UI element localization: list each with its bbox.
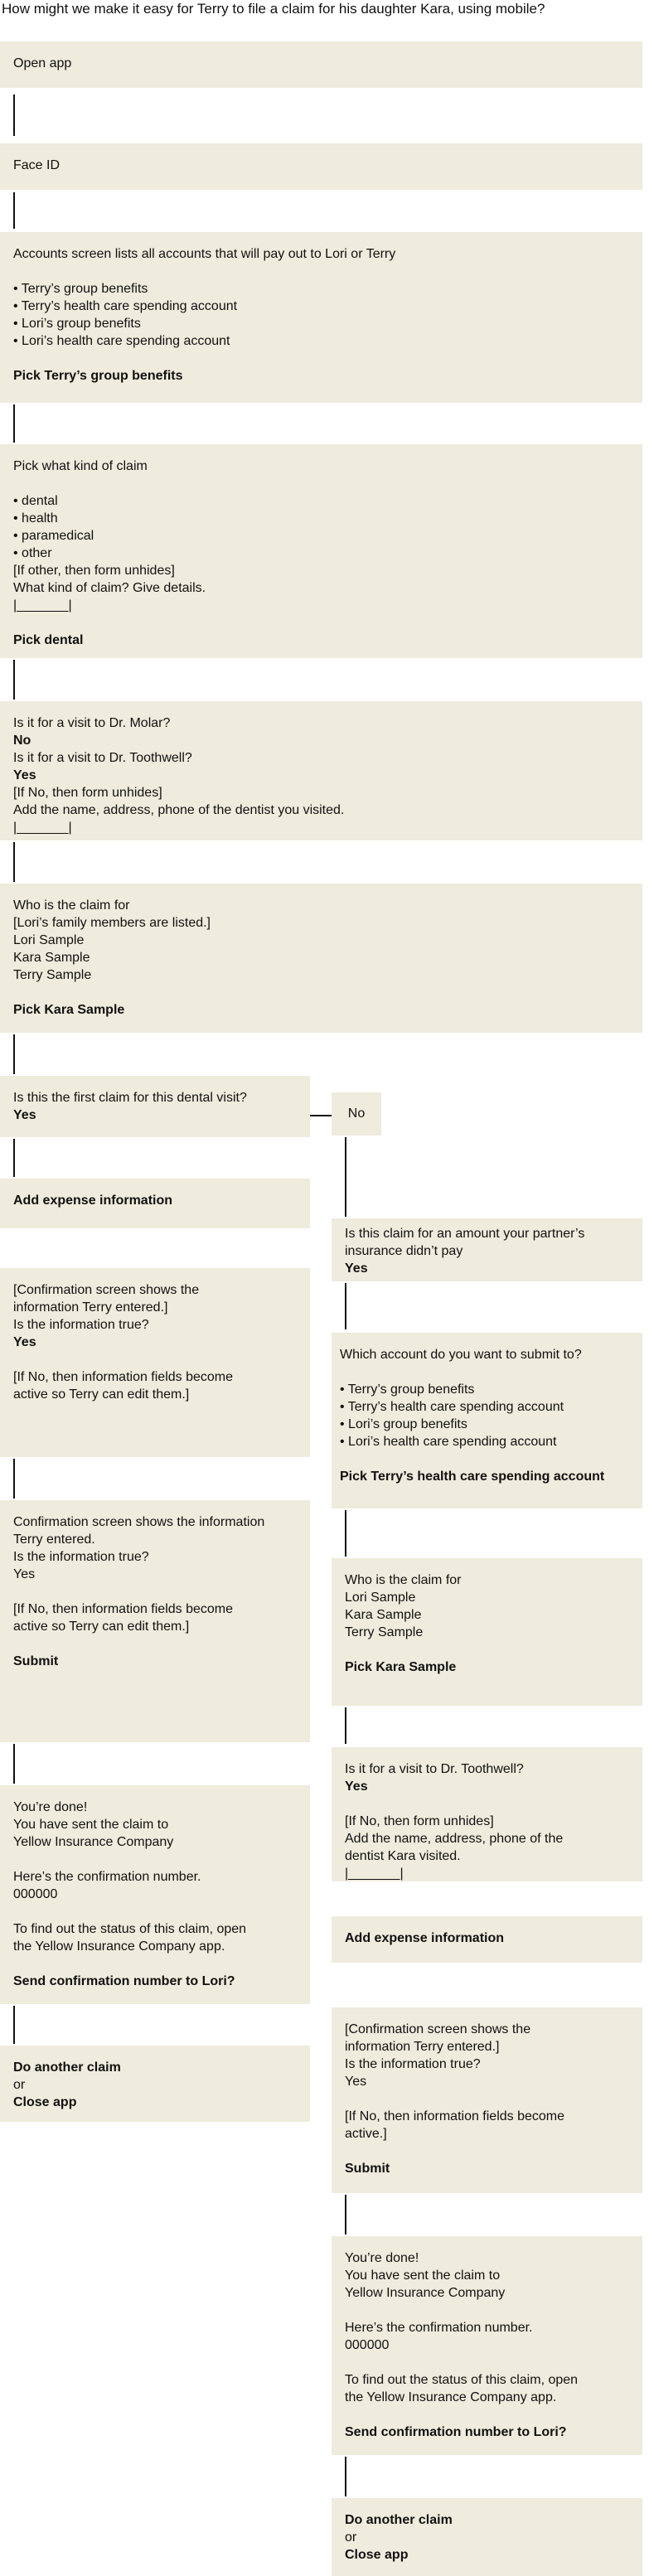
account-item: • Terry’s health care spending account xyxy=(340,1400,564,1414)
question: Is the information true? xyxy=(345,2057,481,2071)
connector-line xyxy=(13,2006,15,2044)
connector-line xyxy=(345,2195,346,2235)
step-face-id xyxy=(0,143,642,190)
connector-line xyxy=(345,2457,346,2496)
confirmation-number: 000000 xyxy=(13,1887,58,1901)
page-title: How might we make it easy for Terry to file a claim for his daughter Kara, using mobile? xyxy=(2,1,545,17)
account-item: • Terry’s group benefits xyxy=(340,1382,475,1397)
family-member: Terry Sample xyxy=(345,1625,424,1639)
step-note: active so Terry can edit them.] xyxy=(13,1620,190,1634)
step-text: Terry entered. xyxy=(13,1533,95,1547)
question: Is it for a visit to Dr. Toothwell? xyxy=(13,751,192,765)
step-add-expense-right xyxy=(332,1916,642,1963)
branch-connector xyxy=(310,1115,332,1116)
step-note: [If No, then form unhides] xyxy=(345,1814,494,1828)
step-note: [If No, then information fields become xyxy=(13,1370,234,1384)
step-text: Pick what kind of claim xyxy=(13,459,148,473)
option-close-app: Close app xyxy=(13,2095,77,2109)
step-action: Pick Terry’s group benefits xyxy=(13,369,183,383)
answer: Yes xyxy=(345,2075,367,2089)
step-dentist xyxy=(0,701,642,840)
step-note: active so Terry can edit them.] xyxy=(13,1387,190,1402)
or-text: or xyxy=(13,2078,26,2092)
step-confirm-1 xyxy=(0,1268,310,1457)
question: Who is the claim for xyxy=(345,1573,462,1587)
step-action: Pick dental xyxy=(13,633,84,647)
step-text: You’re done! xyxy=(345,2251,419,2265)
step-text: Open app xyxy=(13,56,72,70)
step-action: Pick Kara Sample xyxy=(345,1660,457,1674)
step-accounts xyxy=(0,232,642,403)
family-member: Lori Sample xyxy=(345,1591,416,1605)
question: Is this the first claim for this dental visit? xyxy=(13,1091,247,1105)
question: Is this claim for an amount your partner’s xyxy=(345,1227,585,1241)
step-text: Face ID xyxy=(13,158,61,172)
step-text: You have sent the claim to xyxy=(345,2269,501,2283)
text-field-placeholder: |_______| xyxy=(13,821,72,835)
family-member: Terry Sample xyxy=(13,968,92,982)
connector-line xyxy=(13,1744,15,1784)
step-which-account xyxy=(332,1333,642,1508)
answer: Yes xyxy=(13,1108,36,1122)
question: Who is the claim for xyxy=(13,898,130,913)
claim-kind-item: • other xyxy=(13,546,52,560)
step-partner xyxy=(332,1218,642,1281)
connector-line xyxy=(13,660,15,700)
account-item: • Lori’s group benefits xyxy=(13,317,141,331)
family-member: Lori Sample xyxy=(13,933,85,947)
connector-line xyxy=(13,1139,15,1177)
step-another xyxy=(0,2046,310,2122)
connector-line xyxy=(345,1137,346,1217)
answer: Yes xyxy=(345,1261,368,1276)
step-action: Send confirmation number to Lori? xyxy=(13,1974,235,1988)
connector-line xyxy=(13,404,15,443)
step-text: Add the name, address, phone of the dentist you visited. xyxy=(13,803,345,817)
connector-line xyxy=(13,842,15,882)
answer: Yes xyxy=(13,1567,36,1581)
family-member: Kara Sample xyxy=(345,1608,422,1622)
step-action: Submit xyxy=(13,1654,59,1668)
connector-line xyxy=(13,1034,15,1074)
answer: Yes xyxy=(13,768,36,782)
step-claim-kind xyxy=(0,444,642,658)
step-text: Here’s the confirmation number. xyxy=(345,2321,533,2335)
step-done xyxy=(0,1785,310,2004)
step-note: active.] xyxy=(345,2127,387,2141)
or-text: or xyxy=(345,2530,357,2545)
step-text: Accounts screen lists all accounts that will pay out to Lori or Terry xyxy=(13,247,396,261)
question: Is it for a visit to Dr. Toothwell? xyxy=(345,1762,524,1776)
option-another-claim: Do another claim xyxy=(13,2060,121,2075)
account-item: • Lori’s health care spending account xyxy=(340,1435,557,1449)
family-member: Kara Sample xyxy=(13,951,90,965)
step-note: [If No, then information fields become xyxy=(13,1602,234,1616)
answer: Yes xyxy=(345,1779,368,1794)
step-note: [If No, then information fields become xyxy=(345,2109,565,2123)
step-text: information Terry entered.] xyxy=(345,2040,500,2054)
answer: No xyxy=(13,734,31,748)
step-who-right xyxy=(332,1558,642,1706)
step-action: Add expense information xyxy=(345,1931,505,1945)
step-action: Submit xyxy=(345,2162,390,2176)
text-field-placeholder: |_______| xyxy=(13,598,72,613)
step-who xyxy=(0,884,642,1033)
connector-line xyxy=(13,1459,15,1499)
step-open-app xyxy=(0,41,642,88)
step-text: Yellow Insurance Company xyxy=(13,1835,174,1849)
step-text: Here’s the confirmation number. xyxy=(13,1870,201,1884)
step-confirm-2 xyxy=(0,1500,310,1742)
claim-kind-item: • dental xyxy=(13,494,58,508)
step-text: [Confirmation screen shows the xyxy=(345,2022,531,2036)
step-confirm-right xyxy=(332,2007,642,2193)
step-action: Pick Terry’s health care spending account xyxy=(340,1470,605,1484)
question: Which account do you want to submit to? xyxy=(340,1348,582,1362)
question: Is the information true? xyxy=(13,1318,149,1332)
answer: No xyxy=(347,1106,366,1121)
step-text: Add the name, address, phone of the xyxy=(345,1832,564,1846)
connector-line xyxy=(345,1707,346,1744)
step-dentist-right xyxy=(332,1747,642,1881)
step-done-right xyxy=(332,2236,642,2455)
account-item: • Lori’s health care spending account xyxy=(13,334,230,348)
step-note: [If No, then form unhides] xyxy=(13,786,162,800)
step-text: You’re done! xyxy=(13,1800,88,1814)
account-item: • Lori’s group benefits xyxy=(340,1417,467,1431)
step-first-claim xyxy=(0,1076,310,1137)
step-text: To find out the status of this claim, open xyxy=(345,2373,579,2387)
step-note: [Lori’s family members are listed.] xyxy=(13,916,211,930)
step-action: Add expense information xyxy=(13,1194,173,1208)
step-text: You have sent the claim to xyxy=(13,1818,169,1832)
step-text: the Yellow Insurance Company app. xyxy=(13,1939,225,1954)
step-text: What kind of claim? Give details. xyxy=(13,581,206,595)
step-text: the Yellow Insurance Company app. xyxy=(345,2390,557,2404)
option-another-claim: Do another claim xyxy=(345,2513,453,2527)
confirmation-number: 000000 xyxy=(345,2338,390,2352)
connector-line xyxy=(345,1283,346,1329)
answer: Yes xyxy=(13,1335,36,1349)
step-text: information Terry entered.] xyxy=(13,1300,168,1315)
step-text: dentist Kara visited. xyxy=(345,1849,461,1863)
option-close-app: Close app xyxy=(345,2548,409,2562)
step-action: Pick Kara Sample xyxy=(13,1003,125,1017)
step-text: Yellow Insurance Company xyxy=(345,2286,506,2300)
question: Is it for a visit to Dr. Molar? xyxy=(13,716,171,730)
claim-kind-item: • paramedical xyxy=(13,529,94,543)
account-item: • Terry’s health care spending account xyxy=(13,299,238,313)
step-text: To find out the status of this claim, open xyxy=(13,1922,247,1936)
step-action: Send confirmation number to Lori? xyxy=(345,2425,567,2439)
connector-line xyxy=(345,1510,346,1557)
account-item: • Terry’s group benefits xyxy=(13,282,148,296)
connector-line xyxy=(13,192,15,229)
connector-line xyxy=(13,94,15,136)
step-text: Confirmation screen shows the information xyxy=(13,1515,265,1529)
step-text: [Confirmation screen shows the xyxy=(13,1283,200,1297)
claim-kind-item: • health xyxy=(13,511,58,525)
step-no-branch xyxy=(332,1092,381,1135)
step-add-expense xyxy=(0,1179,310,1228)
step-note: [If other, then form unhides] xyxy=(13,564,175,578)
text-field-placeholder: |_______| xyxy=(345,1867,404,1881)
question: insurance didn’t pay xyxy=(345,1244,463,1258)
step-another-right xyxy=(332,2498,642,2576)
question: Is the information true? xyxy=(13,1550,149,1564)
